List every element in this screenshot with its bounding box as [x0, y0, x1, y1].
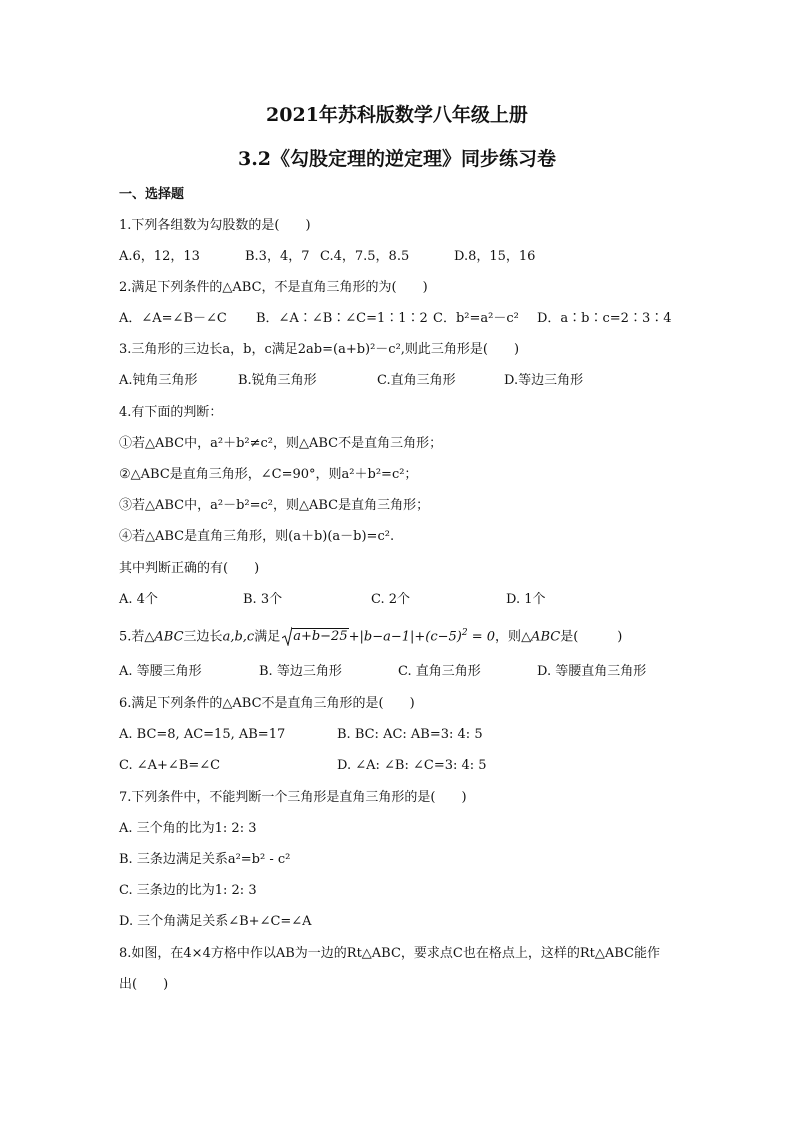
q3-option-a: A.钝角三角形 — [119, 373, 198, 388]
q4-option-b: B. 3个 — [243, 592, 283, 607]
q5-square: 2 — [461, 628, 468, 638]
q4-option-a: A. 4个 — [119, 592, 158, 607]
title-line-2: 3.2《勾股定理的逆定理》同步练习卷 — [237, 148, 557, 170]
q2-option-d: D．a∶b∶c=2∶3∶4 — [537, 311, 672, 326]
q8-stem-line-2: 出( ) — [119, 977, 169, 992]
q7-option-a: A. 三个角的比为1: 2: 3 — [119, 821, 257, 836]
q5-option-c: C. 直角三角形 — [398, 664, 481, 679]
q6-option-d: D. ∠A: ∠B: ∠C=3: 4: 5 — [337, 758, 487, 773]
q2-stem: 2.满足下列条件的△ABC，不是直角三角形的为( ) — [119, 280, 428, 295]
q6-option-a: A. BC=8, AC=15, AB=17 — [119, 727, 286, 742]
q8-stem-line-1: 8.如图，在4×4方格中作以AB为一边的Rt△ABC，要求点C也在格点上，这样的Rt△ABC能作 — [119, 946, 661, 961]
q3-stem: 3.三角形的三边长a，b，c满足2ab=(a+b)²－c²,则此三角形是( ) — [119, 342, 520, 357]
q1-option-d: D.8，15，16 — [454, 249, 536, 264]
section-heading: 一、选择题 — [119, 187, 185, 202]
q3-option-b: B.锐角三角形 — [238, 373, 317, 388]
q4-statement-4: ④若△ABC是直角三角形，则(a＋b)(a－b)=c². — [119, 529, 395, 544]
q4-statement-1: ①若△ABC中，a²＋b²≠c²，则△ABC不是直角三角形； — [119, 436, 443, 451]
q5-equals: = 0 — [467, 629, 496, 645]
q5-triangle: △ABC — [144, 629, 184, 645]
q5-mid1: 三边长 — [183, 629, 223, 645]
q5-triangle-2: △ABC — [521, 629, 561, 645]
q7-option-d: D. 三个角满足关系∠B+∠C=∠A — [119, 914, 312, 929]
q5-vars: a,b,c — [222, 629, 255, 645]
q5-option-d: D. 等腰直角三角形 — [537, 664, 647, 679]
q5-abs-term: +|b−a−1|+(c−5) — [348, 629, 462, 645]
q2-option-b: B．∠A∶∠B∶∠C=1∶1∶2 — [256, 311, 428, 326]
q5-mid2: 满足 — [254, 629, 281, 645]
q3-option-c: C.直角三角形 — [377, 373, 456, 388]
q1-option-c: C.4，7.5，8.5 — [320, 249, 410, 264]
q4-statement-3: ③若△ABC中，a²－b²=c²，则△ABC是直角三角形； — [119, 498, 430, 513]
q2-option-a: A．∠A=∠B－∠C — [119, 311, 227, 326]
q6-stem: 6.满足下列条件的△ABC不是直角三角形的是( ) — [119, 696, 415, 711]
q4-option-d: D. 1个 — [506, 592, 546, 607]
q4-ask: 其中判断正确的有( ) — [119, 561, 260, 576]
q4-stem: 4.有下面的判断： — [119, 405, 223, 420]
q5-stem — [119, 624, 622, 646]
q2-option-c: C．b²=a²－c² — [433, 311, 519, 326]
q5-prefix: 5.若 — [119, 629, 145, 645]
q7-option-c: C. 三条边的比为1: 2: 3 — [119, 883, 257, 898]
q6-option-c: C. ∠A+∠B=∠C — [119, 758, 221, 773]
q5-option-b: B. 等边三角形 — [259, 664, 342, 679]
q7-option-b: B. 三条边满足关系a²=b² - c² — [119, 852, 291, 867]
q5-radicand: a+b−25 — [293, 629, 348, 645]
title-line-1: 2021年苏科版数学八年级上册 — [266, 104, 528, 126]
sqrt-symbol-icon — [282, 626, 292, 646]
q5-option-a: A. 等腰三角形 — [119, 664, 202, 679]
q5-mid3: ，则 — [495, 629, 522, 645]
q3-option-d: D.等边三角形 — [504, 373, 584, 388]
q4-option-c: C. 2个 — [371, 592, 411, 607]
q1-option-a: A.6，12，13 — [119, 249, 200, 264]
q1-option-b: B.3，4，7 — [245, 249, 310, 264]
q4-statement-2: ②△ABC是直角三角形，∠C=90°，则a²＋b²=c²； — [119, 467, 418, 482]
q1-stem: 1.下列各组数为勾股数的是( ) — [119, 218, 311, 233]
q5-radical — [282, 628, 348, 646]
q7-stem: 7.下列条件中，不能判断一个三角形是直角三角形的是( ) — [119, 790, 467, 805]
q5-tail: 是( ) — [560, 629, 623, 645]
q6-option-b: B. BC: AC: AB=3: 4: 5 — [337, 727, 483, 742]
